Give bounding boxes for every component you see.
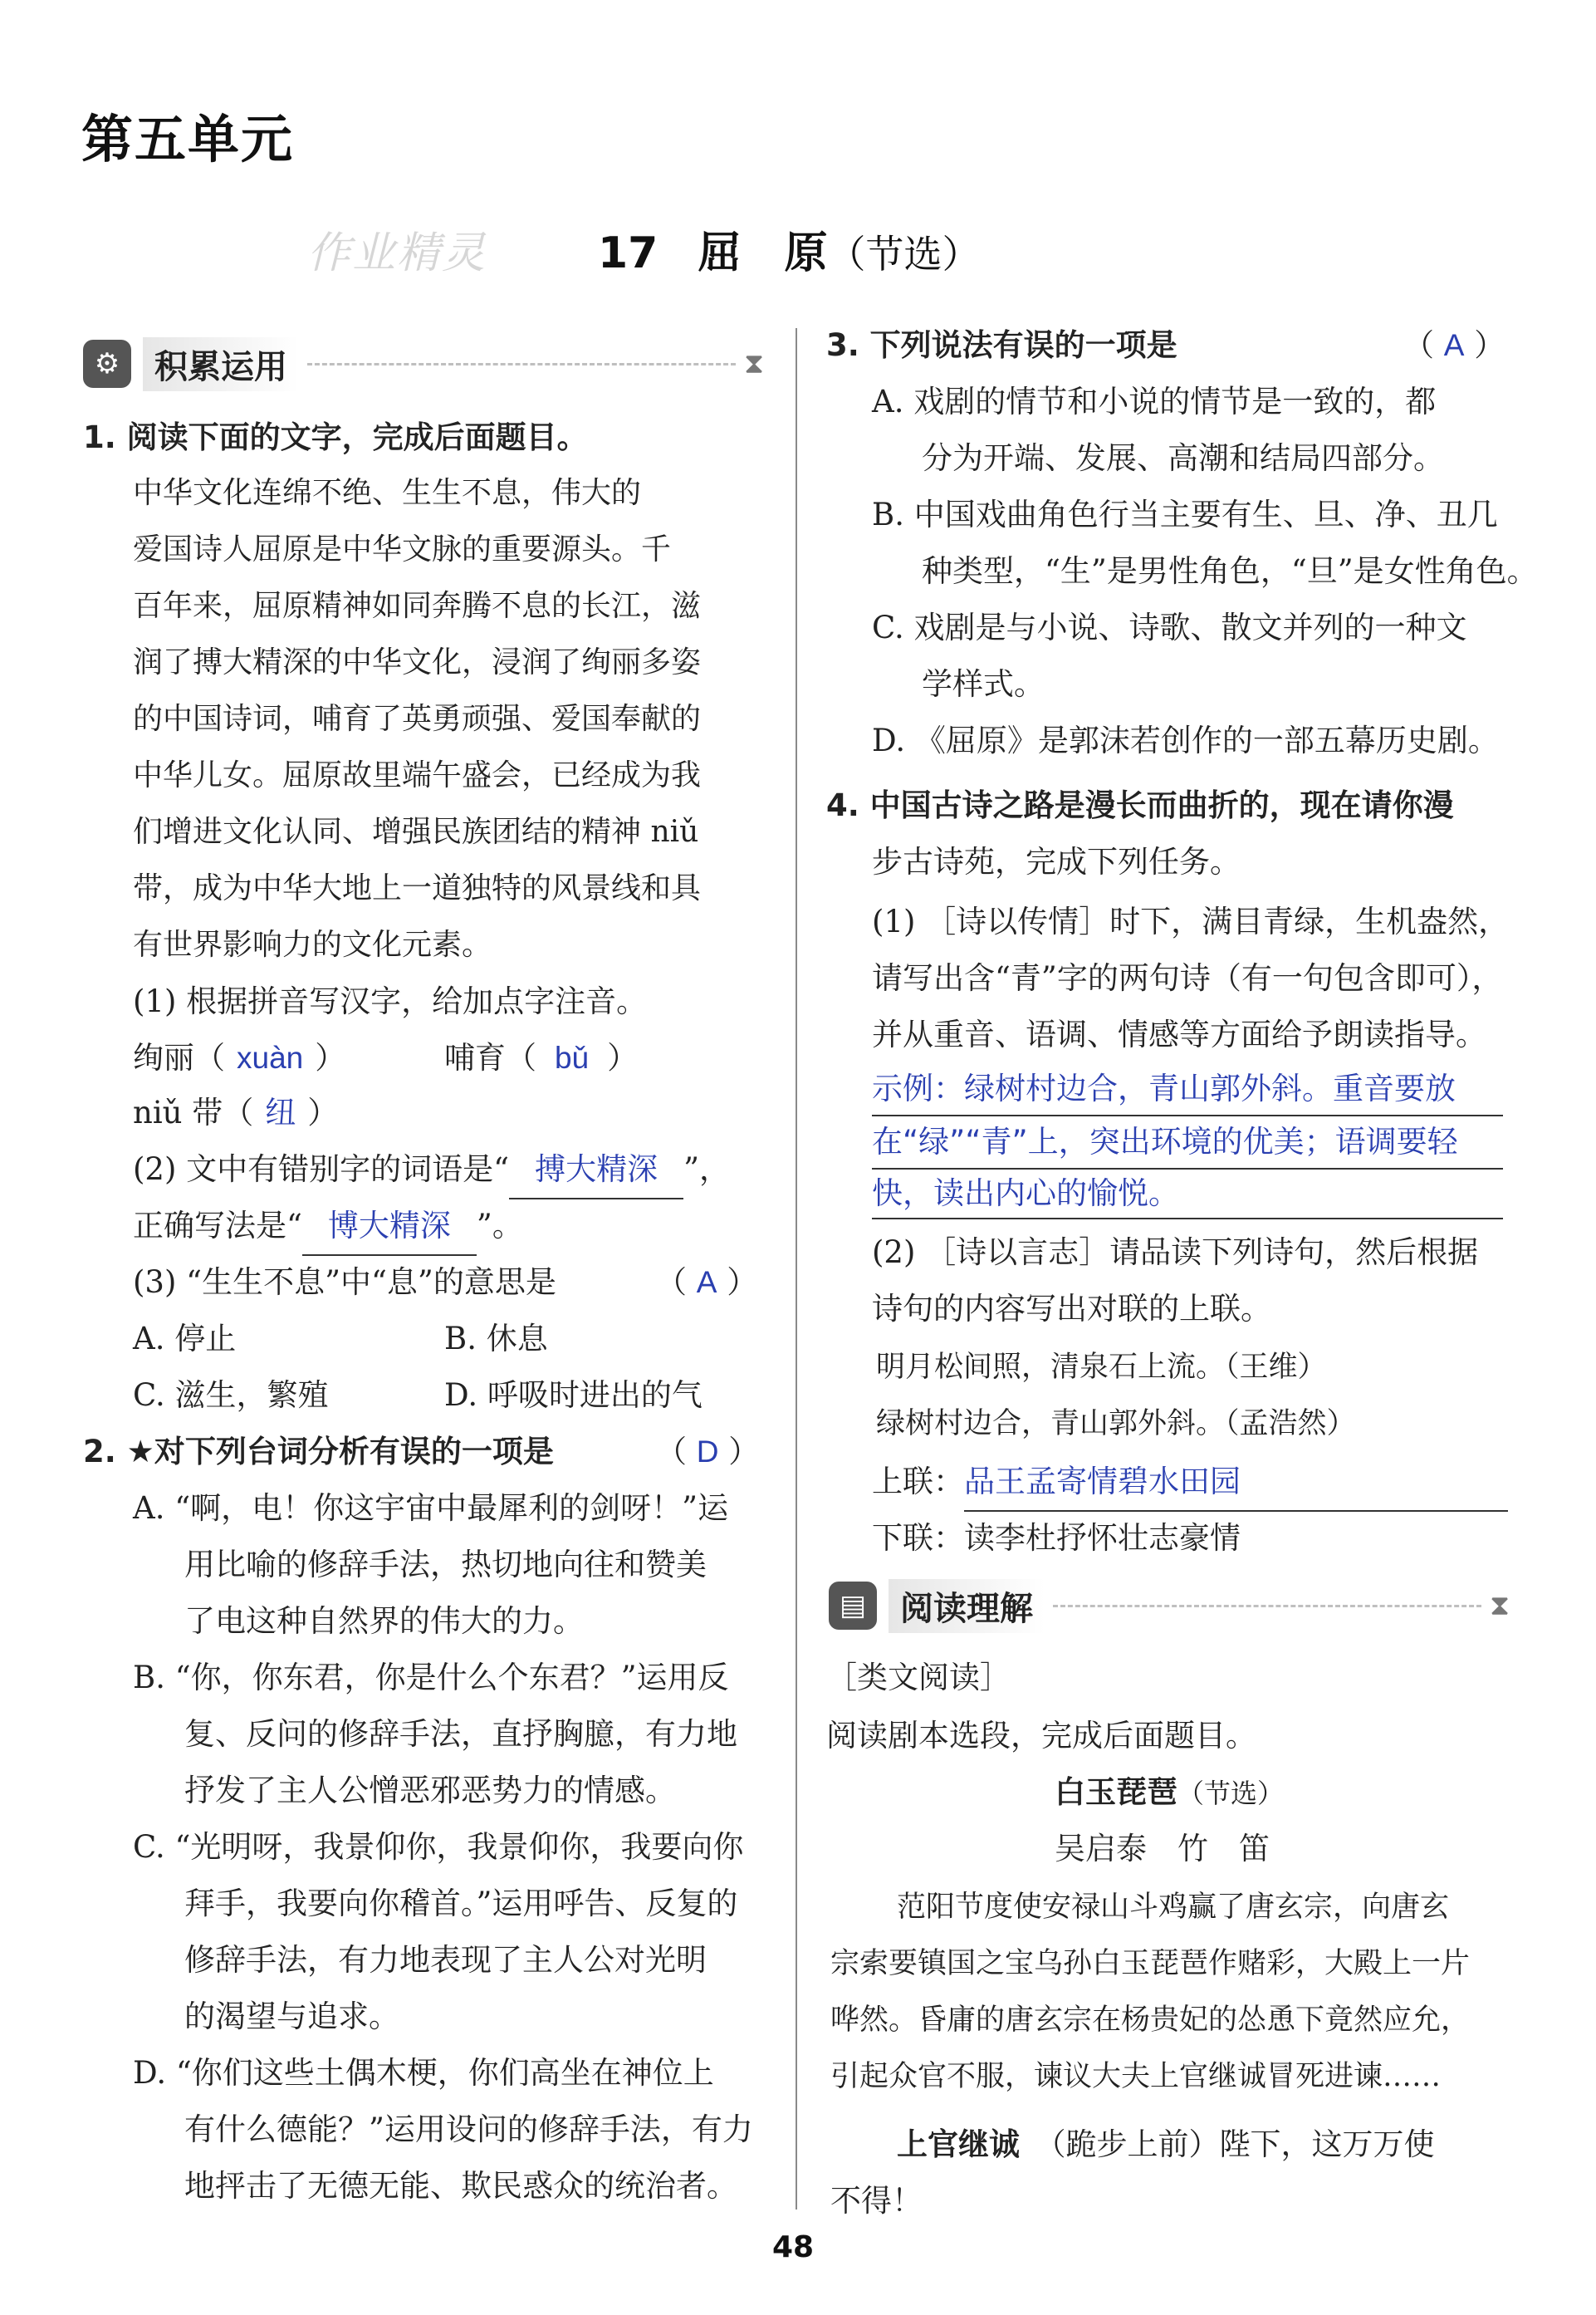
q2-option-line: D. “你们这些土偶木梗，你们高坐在神位上: [133, 2055, 714, 2091]
play-text-line: 范阳节度使安禄山斗鸡赢了唐玄宗，向唐玄: [897, 1891, 1450, 1924]
passage-line: 润了搏大精深的中华文化，浸润了绚丽多姿: [133, 645, 702, 679]
q1-part2-a: (2) 文中有错别字的词语是“ 搏大精深 ”，: [133, 1141, 730, 1199]
page-number: 48: [772, 2230, 815, 2264]
answer-correct-word: 博大精深: [327, 1208, 451, 1243]
q4-part1-answer: 快，读出内心的愉悦。: [872, 1170, 1503, 1219]
poem-line: 明月松间照，清泉石上流。（王维）: [876, 1351, 1327, 1384]
q3-option-line: 种类型，“生”是男性角色，“旦”是女性角色。: [922, 553, 1538, 589]
column-divider: [796, 328, 797, 2210]
q4-stem-line: 步古诗苑，完成下列任务。: [872, 844, 1241, 880]
q2-option-line: C. “光明呀，我景仰你，我景仰你，我要向你: [133, 1829, 744, 1865]
q1-part1: (1) 根据拼音写汉字，给加点字注音。: [133, 983, 648, 1019]
q3-answer: （ A ）: [1403, 327, 1505, 363]
option: C. 滋生，繁殖: [133, 1377, 329, 1413]
q4-part1-line: (1) ［诗以传情］时下，满目青绿，生机盎然，: [872, 904, 1510, 939]
q1-part1-a: 绚丽（ xuàn ）: [133, 1040, 346, 1076]
q1-part2-b: 正确写法是“ 博大精深 ”。: [133, 1198, 523, 1256]
option: D. 呼吸时进出的气: [444, 1377, 703, 1413]
q2-option-line: B. “你，你东君，你是什么个东君？”运用反: [133, 1660, 729, 1695]
play-title: 白玉琵琶（节选）: [1055, 1774, 1285, 1810]
q2-stem: 2. ★对下列台词分析有误的一项是: [83, 1434, 554, 1469]
option: B. 休息: [444, 1321, 548, 1356]
q1-part3-answer: （ A ）: [656, 1264, 758, 1300]
q4-part1-answer: 在“绿”“青”上，突出环境的优美；语调要轻: [872, 1116, 1503, 1170]
section-header-jilei: [83, 336, 764, 391]
answer-xuan: xuàn: [237, 1041, 304, 1075]
q3-option-line: B. 中国戏曲角色行当主要有生、旦、净、丑几: [872, 497, 1498, 532]
poem-line: 绿树村边合，青山郭外斜。（孟浩然）: [876, 1407, 1356, 1440]
shanglian: 上联：品王孟寄情碧水田园: [872, 1454, 1508, 1512]
passage: [133, 465, 641, 522]
section-title: 阅读理解: [889, 1579, 1045, 1633]
book-icon: ▤: [829, 1582, 877, 1630]
passage-line: 百年来，屈原精神如同奔腾不息的长江，滋: [133, 589, 702, 623]
q2-option-line: 了电这种自然界的伟大的力。: [184, 1603, 584, 1639]
section-rule: [307, 363, 736, 365]
q2-option-line: 用比喻的修辞手法，热切地向往和赞美: [184, 1547, 707, 1582]
shanglian-answer: 品王孟寄情碧水田园: [964, 1464, 1241, 1499]
q4-part2-line: (2) ［诗以言志］请品读下列诗句，然后根据: [872, 1234, 1479, 1270]
passage-line: 爱国诗人屈原是中华文脉的重要源头。千: [133, 532, 672, 566]
read-intro: 阅读剧本选段，完成后面题目。: [826, 1718, 1256, 1753]
q2-option-line: 抒发了主人公憎恶邪恶势力的情感。: [184, 1773, 676, 1808]
gear-icon: ⚙: [83, 340, 131, 388]
q2-option-line: 复、反问的修辞手法，直抒胸臆，有力地: [184, 1716, 737, 1752]
q4-stem: 4. 中国古诗之路是漫长而曲折的，现在请你漫: [826, 787, 1454, 823]
lesson-title: [598, 218, 981, 280]
q1-stem: 1. 阅读下面的文字，完成后面题目。: [83, 419, 588, 455]
q3-stem: 3. 下列说法有误的一项是: [826, 327, 1177, 363]
answer-wrong-word: 搏大精深: [535, 1151, 658, 1187]
q2-option-line: 的渴望与追求。: [184, 1999, 399, 2034]
lesson-number: 17: [598, 228, 658, 278]
q2-option-line: 拜手，我要向你稽首。”运用呼告、反复的: [184, 1886, 738, 1921]
q3-option-line: 学样式。: [922, 666, 1045, 702]
play-text-line: 哗然。昏庸的唐玄宗在杨贵妃的怂恿下竟然应允，: [830, 2004, 1471, 2037]
xialian: 下联：读李杜抒怀壮志豪情: [872, 1520, 1241, 1556]
lesson-subtitle: （节选）: [827, 232, 981, 277]
q4-part1-line: 请写出含“青”字的两句诗（有一句包含即可），: [872, 960, 1503, 996]
section-rule: [1053, 1605, 1481, 1607]
hourglass-icon: ⧗: [1490, 1589, 1510, 1622]
speaker-name: 上官继诚: [897, 2126, 1020, 2162]
section-header-yuedu: [829, 1578, 1510, 1633]
section-title: 积累运用: [143, 337, 299, 391]
q2-answer: （ D ）: [656, 1434, 760, 1469]
leiwen-label: ［类文阅读］: [826, 1660, 1011, 1695]
q3-option-line: A. 戏剧的情节和小说的情节是一致的，都: [872, 384, 1437, 419]
q3-option-line: C. 戏剧是与小说、诗歌、散文并列的一种文: [872, 610, 1467, 645]
hourglass-icon: ⧗: [744, 347, 764, 380]
passage-line: 的中国诗词，哺育了英勇顽强、爱国奉献的: [133, 702, 702, 736]
play-speech: 上官继诚 （跪步上前）陛下，这万万使: [897, 2126, 1435, 2162]
play-authors: 吴启泰 竹 笛: [1055, 1831, 1270, 1866]
q2-option-line: 修辞手法，有力地表现了主人公对光明: [184, 1942, 707, 1978]
q4-part2-line: 诗句的内容写出对联的上联。: [872, 1291, 1271, 1327]
q1-part3: (3) “生生不息”中“息”的意思是: [133, 1264, 556, 1300]
q1-part1-b: 哺育（ bǔ ）: [444, 1040, 639, 1076]
q4-part1-answer: 示例：绿树村边合，青山郭外斜。重音要放: [872, 1063, 1503, 1116]
answer-bu: bǔ: [555, 1041, 590, 1075]
q1-part1-c: niǔ 带（ 纽 ）: [133, 1095, 339, 1131]
answer-niu: 纽: [265, 1095, 296, 1131]
unit-title: 第五单元: [81, 109, 295, 169]
q3-option-line: 分为开端、发展、高潮和结局四部分。: [922, 440, 1444, 476]
play-text-line: 宗索要镇国之宝乌孙白玉琵琶作赌彩，大殿上一片: [830, 1947, 1471, 1980]
passage-line: 们增进文化认同、增强民族团结的精神 niǔ: [133, 815, 699, 849]
watermark: 作业精灵: [307, 228, 487, 278]
play-speech-line: 不得！: [830, 2183, 923, 2219]
passage-line: 中华文化连绵不绝、生生不息，伟大的: [133, 476, 642, 510]
q4-part1-line: 并从重音、语调、情感等方面给予朗读指导。: [872, 1017, 1486, 1052]
q2-option-line: A. “啊，电！你这宇宙中最犀利的剑呀！”运: [133, 1490, 729, 1526]
q2-option-line: 地抨击了无德无能、欺民惑众的统治者。: [184, 2168, 737, 2204]
passage-line: 有世界影响力的文化元素。: [133, 928, 492, 962]
option: A. 停止: [133, 1321, 237, 1356]
play-text-line: 引起众官不服，谏议大夫上官继诚冒死进谏……: [830, 2060, 1442, 2093]
lesson-name: 屈 原: [698, 228, 828, 278]
passage-line: 带，成为中华大地上一道独特的风景线和具: [133, 871, 702, 905]
q3-option-line: D. 《屈原》是郭沫若创作的一部五幕历史剧。: [872, 723, 1499, 758]
q2-option-line: 有什么德能？”运用设问的修辞手法，有力: [184, 2111, 753, 2147]
passage-line: 中华儿女。屈原故里端午盛会，已经成为我: [133, 758, 702, 792]
